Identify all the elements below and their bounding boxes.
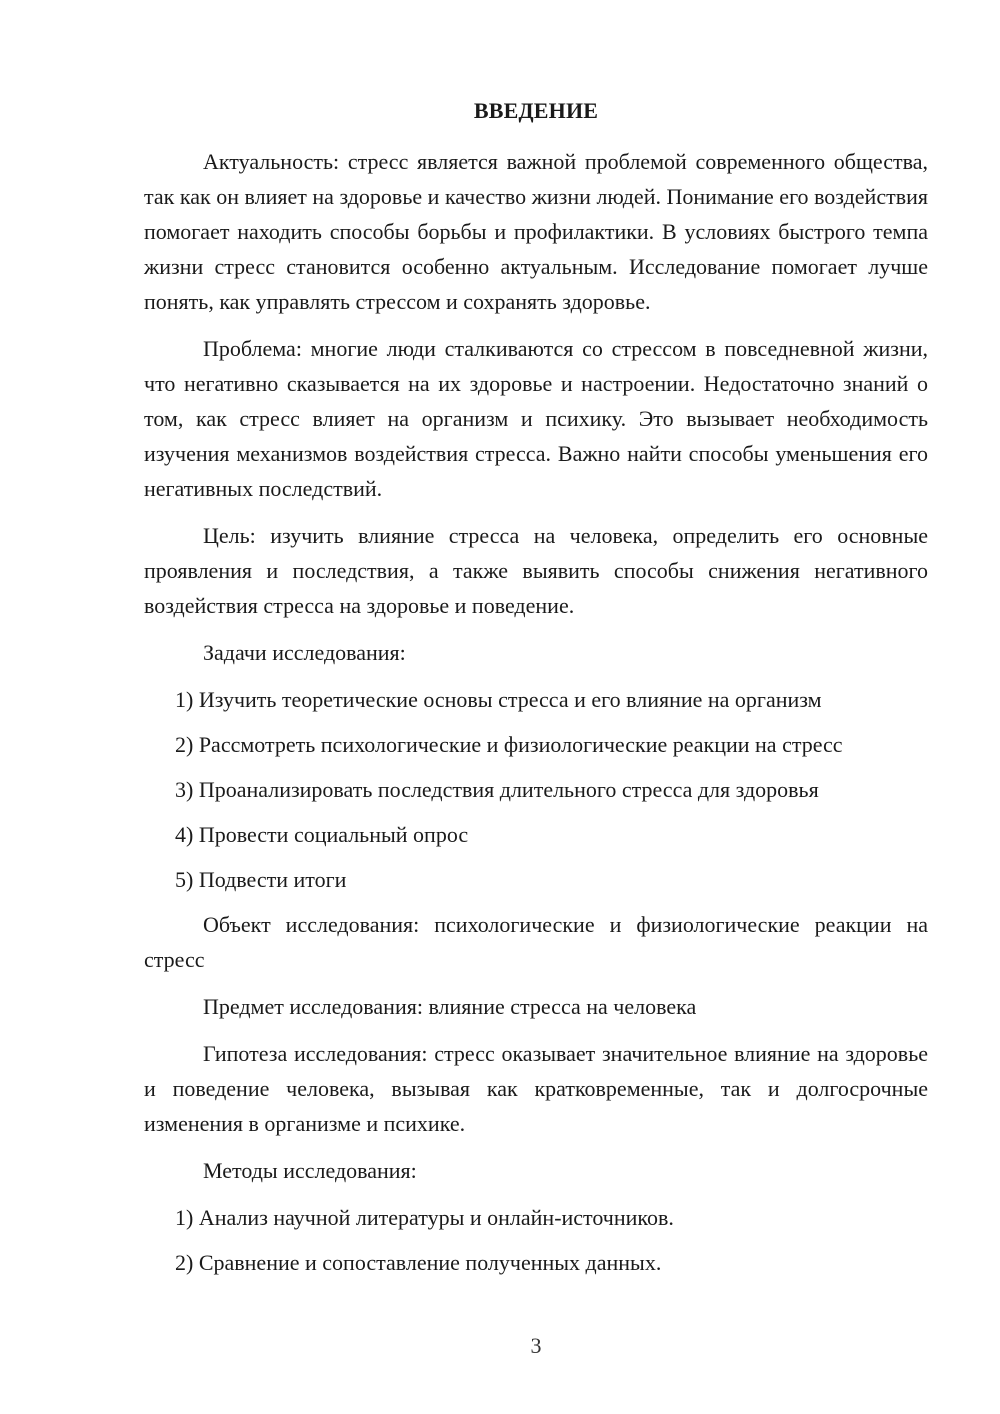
object-paragraph: Объект исследования: психологические и физиологические реакции на стресс [144,912,928,972]
methods-list [144,1200,928,1280]
page-body [144,96,928,1290]
relevance-paragraph: Актуальность: стресс является важной проблемой современного общества, так как он влияет на здоровье и качество жизни людей. Понимание его воздействия помогает находить способы борьбы и профилактики. В условиях быстрого темпа жизни стресс становится особенно актуальным. Исследование помогает лучше понять, как управлять стрессом и сохранять здоровье. [144,149,928,314]
problem-paragraph: Проблема: многие люди сталкиваются со стрессом в повседневной жизни, что негативно сказывается на их здоровье и настроении. Недостаточно знаний о том, как стресс влияет на организм и психику. Это вызывает необходимость изучения механизмов воздействия стресса. Важно найти способы уменьшения его негативных последствий. [144,336,928,501]
page-title: ВВЕДЕНИЕ [473,98,599,123]
page-number: 3 [530,1333,542,1358]
list-item: 3) Проанализировать последствия длительного стресса для здоровья [175,777,819,802]
subject-paragraph: Предмет исследования: влияние стресса на человека [203,994,697,1019]
list-item: 1) Анализ научной литературы и онлайн-источников. [175,1205,674,1230]
tasks-list [144,682,928,897]
list-item: 4) Провести социальный опрос [175,822,469,847]
tasks-heading: Задачи исследования: [203,640,406,665]
list-item: 5) Подвести итоги [175,867,347,892]
hypothesis-paragraph: Гипотеза исследования: стресс оказывает значительное влияние на здоровье и поведение человека, вызывая как кратковременные, так и долгосрочные изменения в организме и психике. [144,1041,928,1136]
methods-heading: Методы исследования: [203,1158,417,1183]
list-item: 2) Рассмотреть психологические и физиологические реакции на стресс [175,732,843,757]
list-item: 1) Изучить теоретические основы стресса и его влияние на организм [175,687,822,712]
goal-paragraph: Цель: изучить влияние стресса на человека, определить его основные проявления и последствия, а также выявить способы снижения негативного воздействия стресса на здоровье и поведение. [144,523,928,618]
list-item: 2) Сравнение и сопоставление полученных данных. [175,1250,662,1275]
